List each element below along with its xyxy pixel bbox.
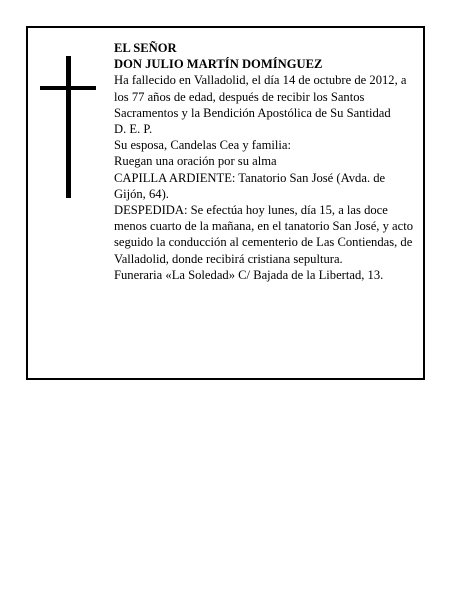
death-info: Ha fallecido en Valladolid, el día 14 de octubre de 2012, a los 77 años de edad, después de recibir los Santos Sacramentos y la Bendición Apostólica de Su Santidad: [114, 73, 407, 120]
funeral-home-info: Funeraria «La Soledad» C/ Bajada de la Libertad, 13.: [114, 267, 384, 282]
cross-vertical-bar: [66, 56, 71, 198]
title-line-1: EL SEÑOR: [114, 41, 177, 55]
family-text: Su esposa, Candelas Cea y familia:: [114, 138, 291, 153]
rip-text: D. E. P.: [114, 122, 153, 137]
prayer-text: Ruegan una oración por su alma: [114, 154, 277, 169]
obituary-notice: [26, 26, 425, 380]
chapel-info: CAPILLA ARDIENTE: Tanatorio San José (Avda. de Gijón, 64).: [114, 170, 386, 201]
obituary-text: [114, 40, 416, 283]
deceased-name: DON JULIO MARTÍN DOMÍNGUEZ: [114, 57, 323, 72]
cross-horizontal-bar: [40, 86, 96, 90]
farewell-info: DESPEDIDA: Se efectúa hoy lunes, día 15, a las doce menos cuarto de la mañana, en el tanatorio San José, y acto seguido la conducción al cementerio de Las Contiendas, de Valladolid, donde recibirá cristiana sepultura.: [114, 203, 413, 266]
